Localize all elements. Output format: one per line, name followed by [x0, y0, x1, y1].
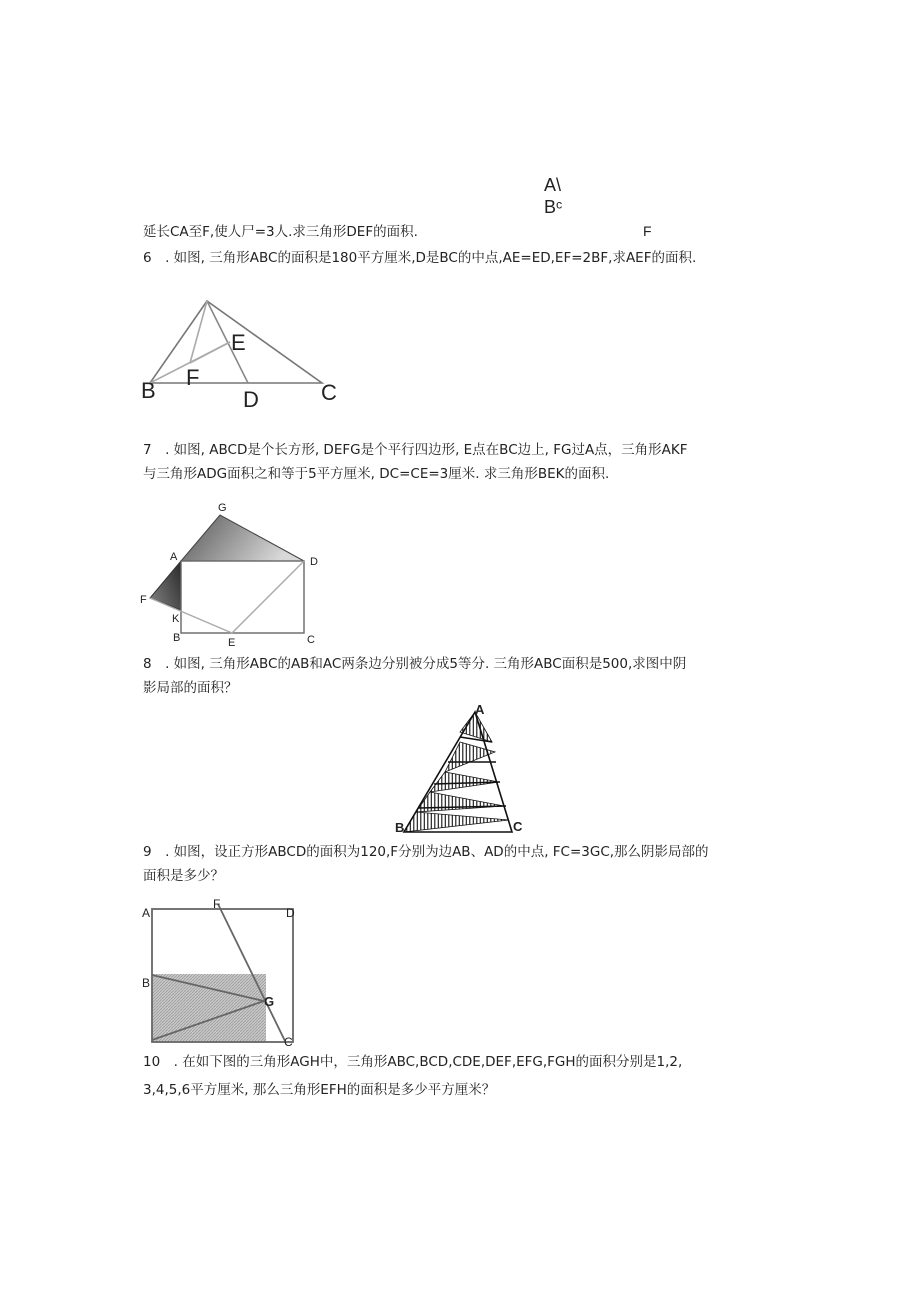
p6-label-e: E — [231, 330, 246, 355]
p9-label-b: B — [142, 976, 151, 990]
p9-shaded-region — [152, 974, 266, 1042]
p7-label-a: A — [170, 551, 178, 563]
p9-line1: 9 . 如图，设正方形ABCD的面积为120,F分别为边AB、AD的中点, FC=3GC,那么阴影局部的 — [143, 844, 709, 860]
p8-label-b: B — [395, 820, 405, 835]
p9-line2: 面积是多少？ — [143, 868, 224, 884]
p9-label-a: A — [142, 906, 151, 920]
p5-label-f: F — [643, 223, 652, 239]
p7-line1: 7 . 如图, ABCD是个长方形, DEFG是个平行四边形, E点在BC边上, FG过A点，三角形AKF — [143, 442, 688, 458]
p10-line2: 3,4,5,6平方厘米, 那么三角形EFH的面积是多少平方厘米？ — [143, 1082, 496, 1098]
p10-line1: 10 . 在如下图的三角形AGH中，三角形ABC,BCD,CDE,DEF,EFG,FGH的面积分别是1,2, — [143, 1054, 683, 1070]
p5-tail-text: 延长CA至F,使人尸=3人.求三角形DEF的面积. — [143, 224, 418, 240]
p8-label-c: C — [513, 819, 523, 834]
p7-line2: 与三角形ADG面积之和等于5平方厘米, DC=CE=3厘米. 求三角形BEK的面积. — [143, 466, 610, 482]
p6-label-d: D — [243, 387, 259, 412]
p9-label-c: C — [284, 1035, 293, 1049]
p5-label-a: A\ — [544, 175, 562, 195]
p7-label-e: E — [228, 637, 236, 649]
p9-label-d: D — [286, 906, 295, 920]
p8-label-a: A — [475, 702, 485, 717]
p6-label-c: C — [321, 380, 337, 405]
p8-line1: 8 . 如图, 三角形ABC的AB和AC两条边分别被分成5等分. 三角形ABC面积是500,求图中阴 — [143, 656, 687, 672]
p7-label-k: K — [172, 613, 180, 625]
p7-label-d: D — [310, 556, 318, 568]
p7-label-f: F — [140, 594, 147, 606]
p7-label-c: C — [307, 634, 315, 646]
p6-text: 6 . 如图, 三角形ABC的面积是180平方厘米,D是BC的中点,AE=ED,EF=2BF,求AEF的面积. — [143, 250, 697, 266]
p9-label-g: G — [264, 994, 275, 1009]
p7-label-g: G — [218, 502, 227, 514]
p6-label-f: F — [186, 365, 200, 390]
p6-label-b: B — [141, 378, 156, 403]
p8-line2: 影局部的面积？ — [143, 680, 238, 696]
p7-label-b: B — [173, 632, 181, 644]
p5-label-b: Bᶜ — [544, 197, 563, 217]
p9-label-f: F — [213, 897, 221, 911]
